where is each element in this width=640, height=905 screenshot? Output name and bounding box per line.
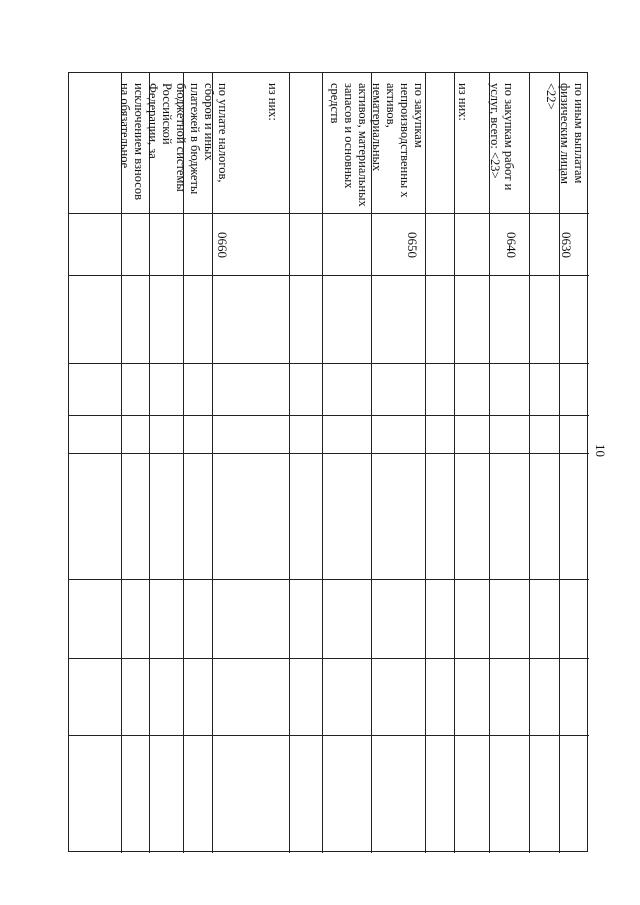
row-code [263, 215, 283, 275]
row-code [453, 215, 473, 275]
row-label: по закупкам непроизводственны х активов, нематериальных активов, материальных запасов и основных средств [328, 83, 426, 207]
column-divider [69, 363, 589, 364]
row-label: из них: [266, 83, 280, 121]
column-divider [69, 213, 589, 214]
column-divider [69, 453, 589, 454]
row-code: 0640 [504, 232, 519, 258]
row-divider [529, 73, 530, 853]
page-number: 10 [593, 444, 608, 457]
column-divider [69, 275, 589, 276]
column-divider [69, 735, 589, 736]
column-divider [69, 658, 589, 659]
report-table [68, 72, 588, 852]
row-label: по иным выплатам физическим лицам <22> [544, 83, 586, 184]
row-code: 0650 [405, 232, 420, 258]
row-label: по уплате налогов, сборов и иных платежей в бюджеты бюджетной системы Российской Федерации, за исключением взносов на обязательное [118, 83, 230, 200]
row-label: из них: [456, 83, 470, 121]
column-divider [69, 415, 589, 416]
row-code: 0630 [559, 232, 574, 258]
column-divider [69, 579, 589, 580]
row-label: по закупкам работ и услуг, всего: <23> [488, 83, 516, 191]
row-code: 0660 [215, 232, 230, 258]
